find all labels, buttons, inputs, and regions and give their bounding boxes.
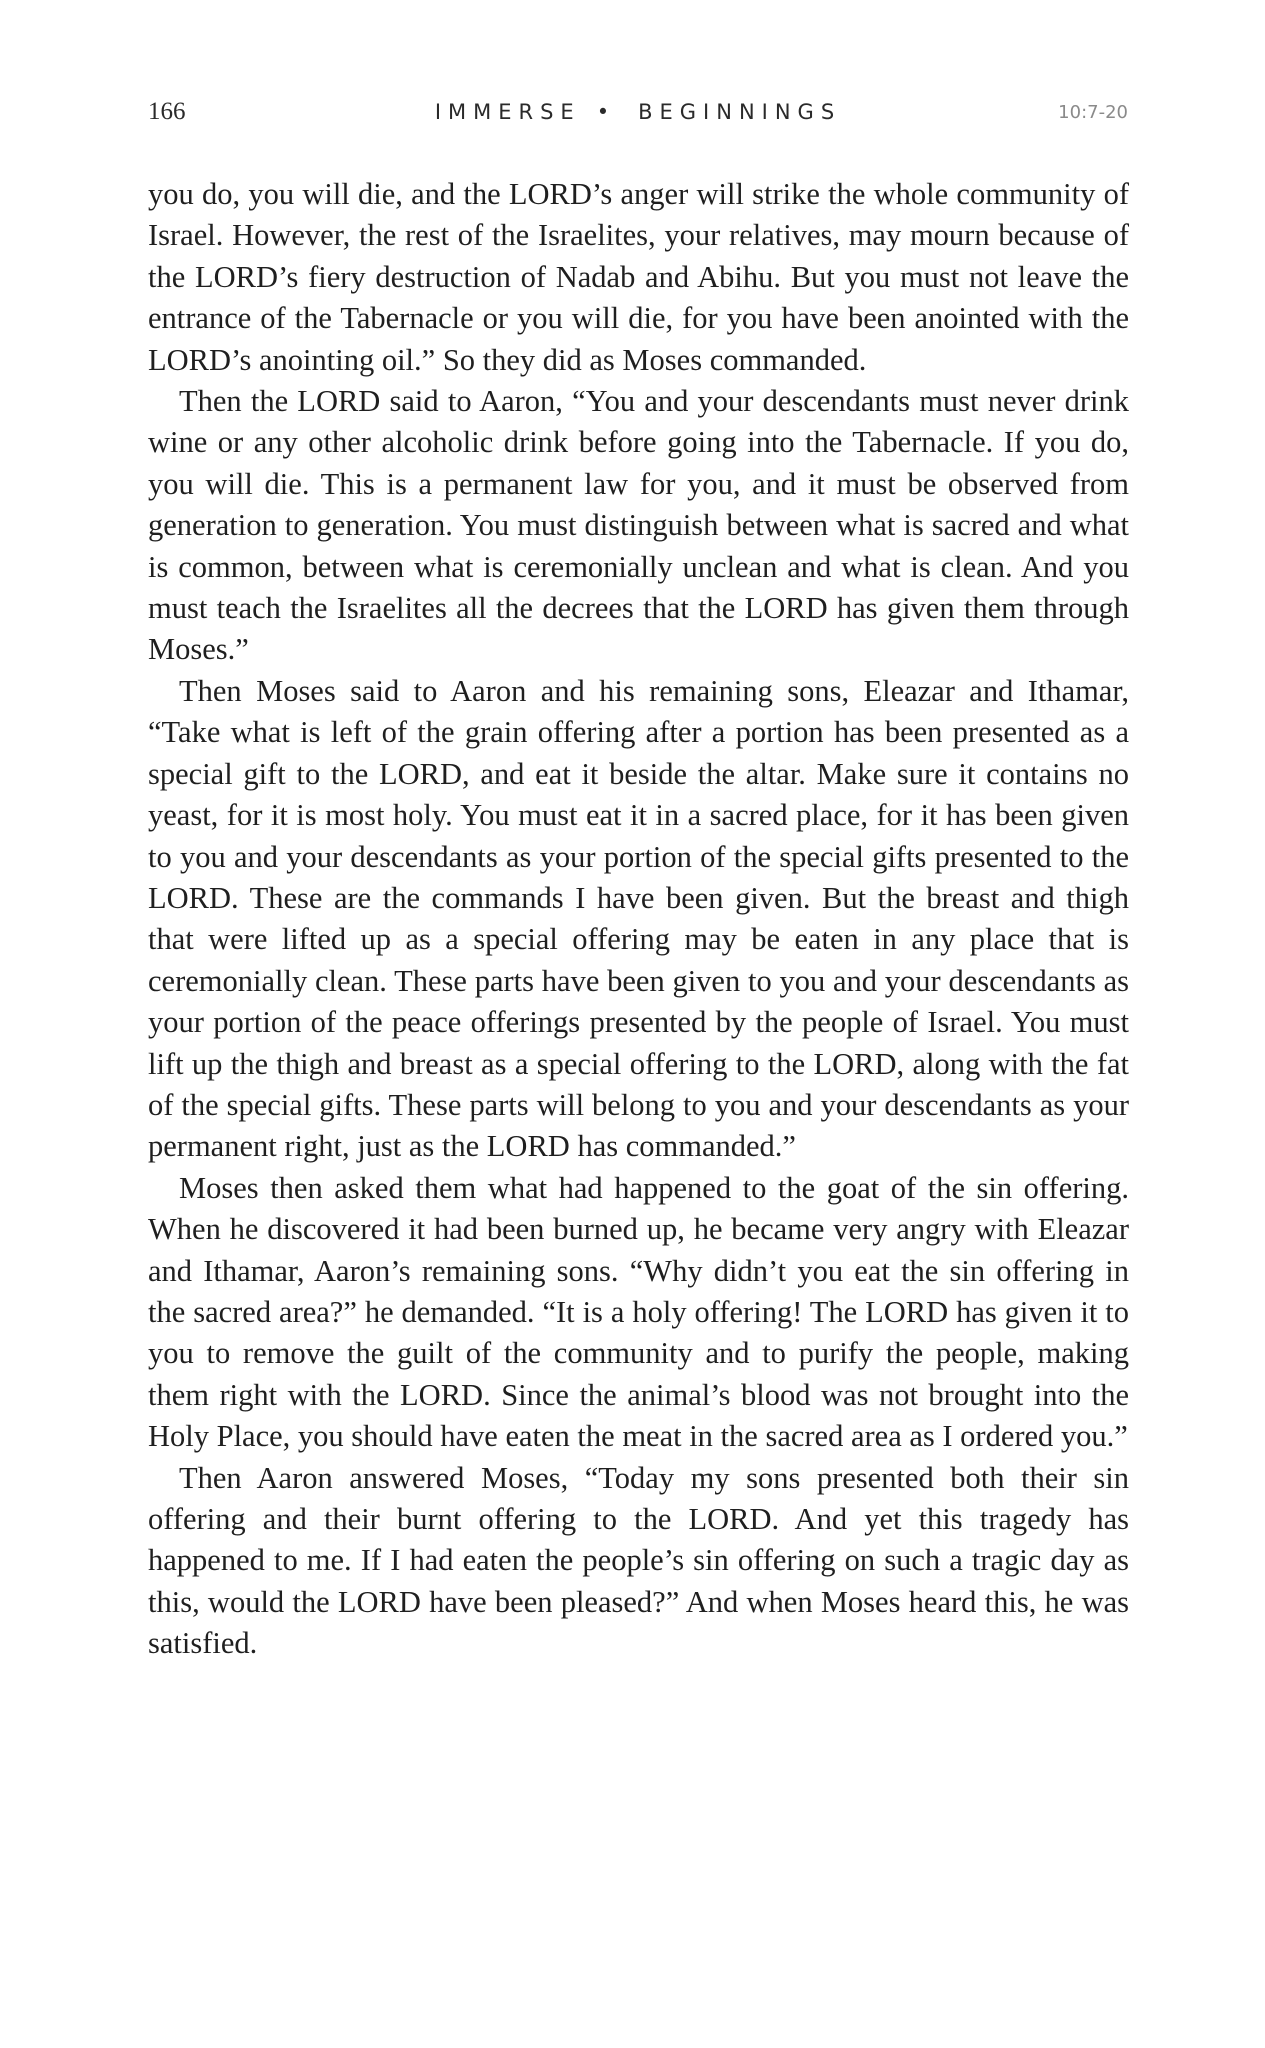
- book-title: IMMERSE: [434, 100, 581, 124]
- header-separator: •: [596, 100, 617, 124]
- running-head: [148, 100, 1128, 124]
- section-title: BEGINNINGS: [638, 100, 842, 124]
- page-header: [148, 98, 1128, 132]
- paragraph: Then Aaron answered Moses, “Today my sons presented both their sin offering and their burnt offering to the LORD. And yet this tragedy has happened to me. If I had eaten the people’s sin offering on such a tragic day as this, would the LORD have been pleased?” And when Moses heard this, he was satisfied.: [148, 1460, 1129, 1661]
- paragraph: Then the LORD said to Aaron, “You and your descendants must never drink wine or any other alcoholic drink before going into the Tabernacle. If you do, you will die. This is a permanent law for you, and it must be observed from generation to generation. You must distinguish between what is sacred and what is common, between what is ceremonially unclean and what is clean. And you must teach the Israelites all the decrees that the LORD has given them through Moses.”: [148, 384, 1129, 667]
- paragraph: you do, you will die, and the LORD’s anger will strike the whole community of Israel. However, the rest of the Israelites, your relatives, may mourn because of the LORD’s fiery destruction of Nadab and Abihu. But you must not leave the entrance of the Tabernacle or you will die, for you have been anointed with the LORD’s anointing oil.” So they did as Moses commanded.: [148, 177, 1129, 377]
- chapter-reference: 10:7-20: [1058, 102, 1128, 123]
- paragraph: Moses then asked them what had happened to the goat of the sin offering. When he discovered it had been burned up, he became very angry with Eleazar and Ithamar, Aaron’s remaining sons. “Why didn’t you eat the sin offering in the sacred area?” he demanded. “It is a holy offering! The LORD has given it to you to remove the guilt of the community and to purify the people, making them right with the LORD. Since the animal’s blood was not brought into the Holy Place, you should have eaten the meat in the sacred area as I ordered you.”: [148, 1170, 1129, 1454]
- body-text: [148, 174, 1129, 1665]
- paragraph: Then Moses said to Aaron and his remaining sons, Eleazar and Ithamar, “Take what is left of the grain offering after a portion has been presented as a special gift to the LORD, and eat it beside the altar. Make sure it contains no yeast, for it is most holy. You must eat it in a sacred place, for it has been given to you and your descendants as your portion of the special gifts presented to the LORD. These are the commands I have been given. But the breast and thigh that were lifted up as a special offering may be eaten in any place that is ceremonially clean. These parts have been given to you and your descendants as your portion of the peace offerings presented by the people of Israel. You must lift up the thigh and breast as a special offering to the LORD, along with the fat of the special gifts. These parts will belong to you and your descendants as your permanent right, just as the LORD has commanded.”: [148, 673, 1129, 1164]
- page-number: 166: [148, 98, 186, 125]
